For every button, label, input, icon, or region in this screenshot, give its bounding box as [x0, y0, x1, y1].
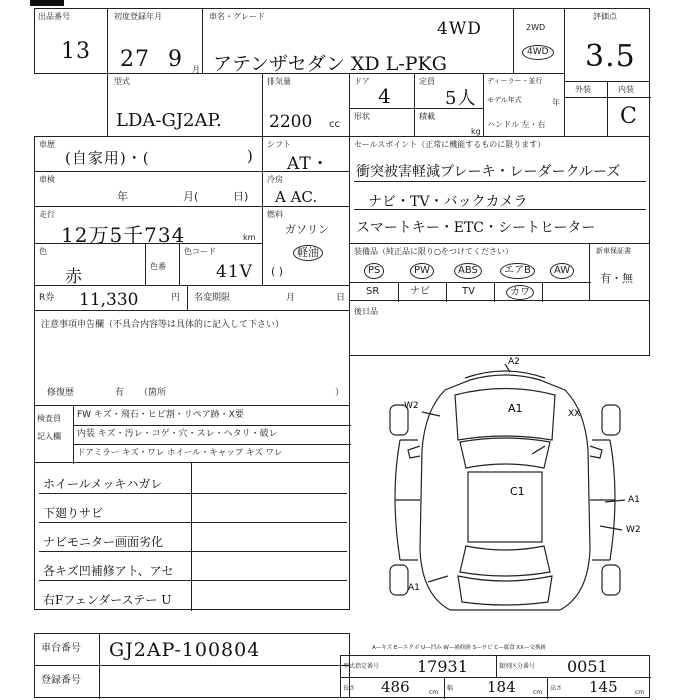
equip-pw: PW: [410, 263, 434, 279]
reg-label: 登録番号: [41, 675, 81, 686]
mileage-value: 12万5千734: [61, 223, 186, 247]
inspection-year: 年: [117, 190, 128, 203]
reg-cell: [34, 665, 350, 698]
model-year-label: モデル年式: [487, 96, 522, 104]
expiry-label: 名変期限: [194, 293, 231, 303]
type-cell: [107, 73, 263, 137]
mark-a2: A2: [508, 357, 520, 367]
mileage-label: 走行: [39, 210, 55, 219]
capacity-value: 5人: [445, 88, 477, 109]
color-code-value: 41V: [216, 262, 253, 282]
usage-close: ): [247, 147, 254, 165]
cc-unit: cc: [329, 119, 340, 130]
equip-sr: SR: [366, 286, 380, 297]
remark-3: ナビモニター画面劣化: [43, 535, 164, 549]
name-cell: [202, 8, 514, 74]
first-reg-month: 9: [168, 47, 183, 72]
equip-tv: TV: [462, 286, 475, 297]
height-unit: cm: [635, 689, 645, 696]
mileage-cell: [34, 206, 263, 247]
drive-cell: [513, 8, 565, 74]
grade-value: 3.5: [585, 39, 636, 74]
displacement-label: 排気量: [267, 77, 291, 86]
twowd-label: 2WD: [526, 23, 546, 32]
mark-xx: XX: [568, 409, 581, 419]
equip-navi: ナビ: [410, 286, 430, 297]
class-code-label: 類別区分番号: [499, 663, 536, 670]
remark-5: 右Fフェンダーステー U: [43, 593, 172, 607]
fuel-cell: [262, 206, 350, 286]
class-code-value: 0051: [567, 657, 608, 676]
lot-number: 13: [61, 39, 91, 64]
mark-a1-bottom: A1: [408, 583, 420, 593]
fuel-paren: ( ): [271, 265, 284, 278]
type-label: 型式: [114, 77, 130, 86]
color-code-label: 色コード: [184, 247, 216, 256]
recycle-label: R券: [39, 293, 55, 303]
repair-label: 修復歴: [47, 388, 75, 398]
selling-point-3: スマートキー・ETC・シートヒーター: [356, 220, 596, 236]
shift-label: シフト: [267, 140, 291, 149]
km-unit: km: [243, 233, 256, 242]
width-label: 幅: [447, 685, 454, 692]
body-label: 形状: [354, 112, 370, 121]
mark-w2-right: W2: [626, 525, 641, 535]
inspector-cell: [34, 405, 350, 463]
interior-cell: [607, 81, 650, 137]
displacement-value: 2200: [269, 112, 313, 132]
displacement-cell: [262, 73, 350, 137]
inspector-label-1: 検査員: [37, 414, 61, 423]
fourwd-label: 4WD: [522, 45, 554, 60]
color-cell: [34, 243, 146, 286]
shift-cell: [262, 136, 350, 172]
equip-leather: カワ: [506, 285, 534, 300]
warranty-options: 有・無: [600, 272, 633, 285]
drive-top: 4WD: [437, 19, 482, 39]
inspection-day: 日): [233, 190, 249, 203]
aircon-label: 冷房: [267, 175, 283, 184]
dealer-label: ディーラー・並行: [487, 77, 543, 85]
expiry-month: 月: [286, 293, 296, 303]
chassis-value: GJ2AP-100804: [109, 639, 261, 661]
model-code-label: 型式指定番号: [343, 663, 380, 670]
doors-value: 4: [378, 84, 392, 108]
grade-cell: [564, 8, 650, 82]
notes-label: 注意事項申告欄（不具合内容等は具体的に記入して下さい）: [41, 320, 285, 330]
mark-a1-right: A1: [628, 495, 640, 505]
height-value: 145: [589, 678, 618, 696]
chassis-cell: [34, 633, 350, 666]
grade-label: 評価点: [593, 12, 617, 21]
month-suffix: 月: [192, 65, 200, 74]
lot-cell: [34, 8, 108, 74]
repair-area: （箇所: [139, 388, 167, 398]
recycle-cell: [34, 285, 188, 311]
selling-points-cell: [349, 136, 650, 244]
spec-cell: [340, 655, 650, 698]
repair-close: ）: [335, 388, 345, 398]
mark-w2-left: W2: [404, 401, 419, 411]
first-reg-label: 初度登録年月: [114, 12, 162, 21]
load-cell: [414, 108, 484, 137]
color-code-cell: [179, 243, 263, 286]
doors-cell: [349, 73, 415, 109]
first-reg-year: 27: [120, 47, 150, 72]
lot-label: 出品番号: [38, 12, 70, 21]
car-name: アテンザセダン XD L-PKG: [213, 53, 447, 75]
yen-unit: 円: [171, 293, 181, 303]
check-row-2: 内装 キズ・汚レ・コゲ・穴・スレ・ヘタリ・破レ: [77, 429, 278, 439]
shift-value: AT・: [287, 154, 330, 174]
width-value: 184: [487, 678, 516, 696]
inspection-label: 車検: [39, 175, 55, 184]
remark-4: 各キズ凹補修アト、アセ: [43, 564, 174, 578]
doors-label: ドア: [354, 77, 370, 86]
fuel-diesel: 軽油: [293, 245, 323, 261]
equip-airbag: エアB: [500, 263, 535, 279]
equipment-cell: [349, 243, 590, 301]
equipment-label: 装備品（純正品に限り○をつけてください）: [354, 247, 513, 256]
inspection-cell: [34, 171, 263, 207]
height-label: 高さ: [550, 685, 563, 692]
mark-a1-hood: A1: [508, 402, 523, 415]
selling-point-2: ナビ・TV・バックカメラ: [368, 194, 528, 210]
equip-aw: AW: [550, 263, 574, 279]
equip-ps: PS: [364, 263, 384, 279]
fuel-gasoline: ガソリン: [285, 223, 329, 236]
usage-value: (自家用)・(: [65, 149, 150, 167]
model-code-value: 17931: [417, 657, 468, 676]
color-no-label: 色番: [150, 262, 166, 271]
car-diagram: [360, 350, 650, 630]
capacity-cell: [414, 73, 484, 109]
name-label: 車名・グレード: [209, 12, 265, 21]
expiry-cell: [187, 285, 350, 311]
recycle-value: 11,330: [79, 290, 139, 310]
rear-label: 後日品: [354, 307, 378, 316]
rear-cell: [349, 300, 650, 356]
usage-label: 車歴: [39, 140, 55, 149]
selling-point-1: 衝突被害軽減ブレーキ・レーダークルーズ: [356, 164, 621, 180]
kg-unit: kg: [471, 127, 481, 136]
remark-1: ホイールメッキハガレ: [43, 477, 163, 491]
aircon-value: A AC.: [275, 188, 318, 206]
aircon-cell: [262, 171, 350, 207]
body-cell: [349, 108, 415, 137]
interior-value: C: [620, 104, 638, 129]
fuel-label: 燃料: [267, 210, 283, 219]
exterior-label: 外装: [575, 85, 591, 94]
dealer-cell: [483, 73, 565, 137]
corner-tab: [30, 0, 64, 6]
capacity-label: 定員: [419, 77, 435, 86]
inspector-label-2: 記入欄: [37, 432, 61, 441]
color-no-cell: [145, 243, 180, 286]
expiry-day: 日: [336, 293, 346, 303]
length-unit: cm: [429, 689, 439, 696]
chassis-label: 車台番号: [41, 643, 81, 654]
color-label: 色: [39, 247, 47, 256]
remark-2: 下廻りサビ: [43, 506, 104, 520]
check-row-3: ドアミラー キズ・ワレ ホイール・キャップ キズ ワレ: [77, 448, 283, 458]
equip-abs: ABS: [454, 263, 482, 279]
repair-value: 有: [115, 388, 125, 398]
length-label: 長さ: [343, 685, 356, 692]
exterior-cell: [564, 81, 608, 137]
warranty-cell: [589, 243, 650, 301]
mark-c1: C1: [510, 485, 525, 498]
selling-points-label: セールスポイント（正常に機能するものに限ります）: [354, 140, 546, 149]
first-reg-cell: [107, 8, 203, 74]
type-value: LDA-GJ2AP.: [116, 110, 222, 131]
width-unit: cm: [533, 689, 543, 696]
load-label: 積載: [419, 112, 435, 121]
check-row-1: FW キズ・飛石・ヒビ割・リペア跡・X要: [77, 410, 244, 420]
usage-cell: [34, 136, 263, 172]
remarks-cell: [34, 462, 350, 610]
color-value: 赤: [65, 267, 83, 287]
handle-label: ハンドル 左・右: [487, 120, 546, 129]
length-value: 486: [381, 678, 410, 696]
notes-cell: [34, 310, 350, 406]
year-suffix: 年: [552, 98, 560, 107]
warranty-label: 新車保証書: [596, 247, 631, 255]
interior-label: 内装: [618, 85, 634, 94]
inspection-month: 月(: [183, 190, 199, 203]
damage-legend: A—キズ E—エクボ U—凹み W—補修跡 S—サビ C—腐食 XX—交換跡: [372, 645, 546, 651]
